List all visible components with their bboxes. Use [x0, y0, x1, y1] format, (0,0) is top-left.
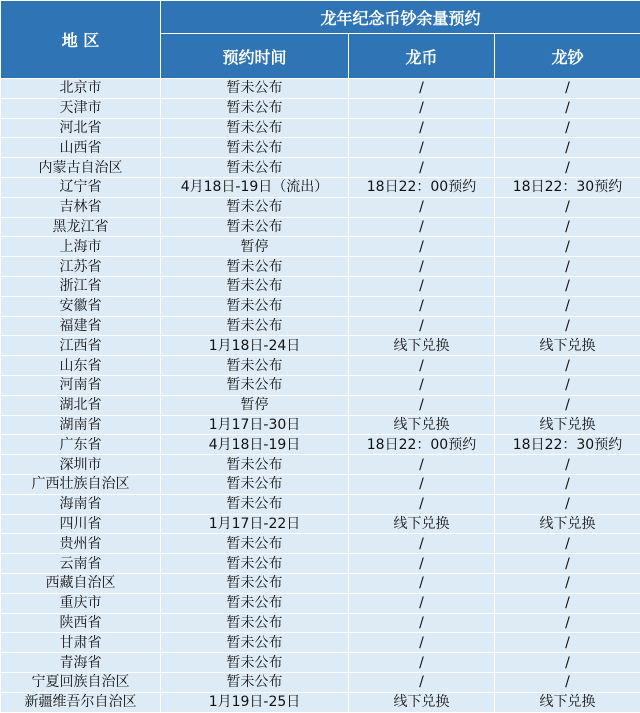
region-cell: 深圳市	[1, 455, 161, 475]
coin-cell: /	[349, 593, 495, 613]
region-cell: 江苏省	[1, 257, 161, 277]
coin-cell: /	[349, 494, 495, 514]
region-cell: 山东省	[1, 356, 161, 376]
region-cell: 河南省	[1, 375, 161, 395]
table-row	[1, 158, 640, 178]
region-cell: 上海市	[1, 237, 161, 257]
table-row	[1, 356, 640, 376]
time-cell: 暂未公布	[161, 356, 349, 376]
time-cell: 暂未公布	[161, 554, 349, 574]
table-row	[1, 316, 640, 336]
time-cell: 暂未公布	[161, 593, 349, 613]
time-cell: 暂未公布	[161, 257, 349, 277]
table-row	[1, 672, 640, 692]
coin-cell: /	[349, 573, 495, 593]
table-row	[1, 98, 640, 118]
coin-cell: /	[349, 356, 495, 376]
region-cell: 四川省	[1, 514, 161, 534]
table-row	[1, 633, 640, 653]
region-cell: 天津市	[1, 98, 161, 118]
region-cell: 辽宁省	[1, 177, 161, 197]
region-cell: 湖北省	[1, 395, 161, 415]
time-cell: 暂未公布	[161, 316, 349, 336]
note-cell: /	[495, 356, 640, 376]
region-cell: 吉林省	[1, 197, 161, 217]
time-cell: 1月18日-24日	[161, 336, 349, 356]
time-cell: 暂未公布	[161, 672, 349, 692]
coin-cell: /	[349, 672, 495, 692]
coin-cell: /	[349, 554, 495, 574]
region-cell: 北京市	[1, 79, 161, 99]
coin-cell: /	[349, 375, 495, 395]
coin-cell: /	[349, 118, 495, 138]
note-column-header: 龙钞	[495, 34, 640, 79]
note-cell: /	[495, 573, 640, 593]
coin-cell: /	[349, 138, 495, 158]
table-row	[1, 593, 640, 613]
note-cell: 18日22：30预约	[495, 435, 640, 455]
coin-cell: /	[349, 534, 495, 554]
coin-cell: /	[349, 276, 495, 296]
note-cell: /	[495, 633, 640, 653]
coin-cell: /	[349, 257, 495, 277]
table-row	[1, 336, 640, 356]
time-cell: 暂未公布	[161, 494, 349, 514]
table-row	[1, 455, 640, 475]
table-row	[1, 118, 640, 138]
region-cell: 山西省	[1, 138, 161, 158]
time-cell: 暂未公布	[161, 534, 349, 554]
table-row	[1, 613, 640, 633]
time-cell: 4月18日-19日（流出）	[161, 177, 349, 197]
time-cell: 1月17日-30日	[161, 415, 349, 435]
coin-cell: 18日22：00预约	[349, 177, 495, 197]
note-cell: /	[495, 316, 640, 336]
table-header	[1, 1, 640, 79]
region-cell: 广东省	[1, 435, 161, 455]
note-cell: 线下兑换	[495, 415, 640, 435]
note-cell: /	[495, 554, 640, 574]
note-cell: /	[495, 98, 640, 118]
note-cell: /	[495, 534, 640, 554]
note-cell: /	[495, 613, 640, 633]
table-row	[1, 79, 640, 99]
coin-cell: /	[349, 217, 495, 237]
note-cell: /	[495, 79, 640, 99]
region-cell: 西藏自治区	[1, 573, 161, 593]
region-cell: 宁夏回族自治区	[1, 672, 161, 692]
table-row	[1, 653, 640, 673]
table-row	[1, 177, 640, 197]
coin-cell: /	[349, 653, 495, 673]
time-cell: 暂未公布	[161, 138, 349, 158]
time-cell: 暂未公布	[161, 455, 349, 475]
table-body	[1, 79, 640, 713]
note-cell: 18日22：30预约	[495, 177, 640, 197]
time-cell: 暂未公布	[161, 98, 349, 118]
region-cell: 安徽省	[1, 296, 161, 316]
coin-cell: /	[349, 455, 495, 475]
time-cell: 暂未公布	[161, 158, 349, 178]
region-cell: 内蒙古自治区	[1, 158, 161, 178]
region-cell: 浙江省	[1, 276, 161, 296]
region-cell: 重庆市	[1, 593, 161, 613]
time-cell: 暂未公布	[161, 474, 349, 494]
coin-cell: /	[349, 395, 495, 415]
time-cell: 暂未公布	[161, 613, 349, 633]
coin-cell: 线下兑换	[349, 336, 495, 356]
table-row	[1, 237, 640, 257]
region-cell: 湖南省	[1, 415, 161, 435]
time-column-header: 预约时间	[161, 34, 349, 79]
note-cell: /	[495, 455, 640, 475]
coin-cell: /	[349, 474, 495, 494]
coin-cell: /	[349, 316, 495, 336]
note-cell: 线下兑换	[495, 514, 640, 534]
time-cell: 暂未公布	[161, 79, 349, 99]
coin-column-header: 龙币	[349, 34, 495, 79]
coin-cell: /	[349, 197, 495, 217]
coin-cell: /	[349, 633, 495, 653]
coin-cell: /	[349, 613, 495, 633]
note-cell: 线下兑换	[495, 336, 640, 356]
region-cell: 陕西省	[1, 613, 161, 633]
note-cell: /	[495, 375, 640, 395]
region-cell: 江西省	[1, 336, 161, 356]
note-cell: /	[495, 217, 640, 237]
table-row	[1, 514, 640, 534]
time-cell: 暂未公布	[161, 573, 349, 593]
table-row	[1, 534, 640, 554]
time-cell: 暂未公布	[161, 217, 349, 237]
table-row	[1, 494, 640, 514]
time-cell: 暂未公布	[161, 197, 349, 217]
time-cell: 1月17日-22日	[161, 514, 349, 534]
table-row	[1, 415, 640, 435]
note-cell: /	[495, 395, 640, 415]
table-row	[1, 217, 640, 237]
time-cell: 暂未公布	[161, 653, 349, 673]
table-row	[1, 197, 640, 217]
note-cell: /	[495, 474, 640, 494]
note-cell: /	[495, 237, 640, 257]
time-cell: 暂停	[161, 237, 349, 257]
region-cell: 福建省	[1, 316, 161, 336]
coin-cell: 线下兑换	[349, 514, 495, 534]
region-cell: 河北省	[1, 118, 161, 138]
time-cell: 暂未公布	[161, 633, 349, 653]
region-cell: 新疆维吾尔自治区	[1, 692, 161, 712]
coin-cell: 18日22：00预约	[349, 435, 495, 455]
note-cell: /	[495, 197, 640, 217]
time-cell: 4月18日-19日	[161, 435, 349, 455]
region-cell: 青海省	[1, 653, 161, 673]
region-cell: 黑龙江省	[1, 217, 161, 237]
note-cell: /	[495, 118, 640, 138]
table-title: 龙年纪念币钞余量预约	[161, 1, 640, 34]
time-cell: 暂未公布	[161, 296, 349, 316]
coin-cell: /	[349, 296, 495, 316]
coin-cell: /	[349, 98, 495, 118]
coin-cell: 线下兑换	[349, 415, 495, 435]
note-cell: /	[495, 158, 640, 178]
table-row	[1, 692, 640, 712]
table-row	[1, 257, 640, 277]
note-cell: /	[495, 257, 640, 277]
note-cell: /	[495, 653, 640, 673]
note-cell: /	[495, 276, 640, 296]
region-cell: 海南省	[1, 494, 161, 514]
time-cell: 1月19日-25日	[161, 692, 349, 712]
region-cell: 广西壮族自治区	[1, 474, 161, 494]
region-column-header: 地 区	[1, 1, 161, 79]
coin-cell: /	[349, 237, 495, 257]
time-cell: 暂未公布	[161, 276, 349, 296]
note-cell: 线下兑换	[495, 692, 640, 712]
table-row	[1, 573, 640, 593]
note-cell: /	[495, 494, 640, 514]
table-row	[1, 395, 640, 415]
note-cell: /	[495, 296, 640, 316]
table-row	[1, 276, 640, 296]
coin-cell: /	[349, 79, 495, 99]
time-cell: 暂未公布	[161, 118, 349, 138]
time-cell: 暂未公布	[161, 375, 349, 395]
region-cell: 云南省	[1, 554, 161, 574]
note-cell: /	[495, 672, 640, 692]
coin-cell: 线下兑换	[349, 692, 495, 712]
table-row	[1, 296, 640, 316]
coin-cell: /	[349, 158, 495, 178]
table-row	[1, 138, 640, 158]
table-row	[1, 474, 640, 494]
region-cell: 甘肃省	[1, 633, 161, 653]
table-row	[1, 554, 640, 574]
region-cell: 贵州省	[1, 534, 161, 554]
time-cell: 暂停	[161, 395, 349, 415]
table-row	[1, 435, 640, 455]
table-row	[1, 375, 640, 395]
note-cell: /	[495, 593, 640, 613]
note-cell: /	[495, 138, 640, 158]
